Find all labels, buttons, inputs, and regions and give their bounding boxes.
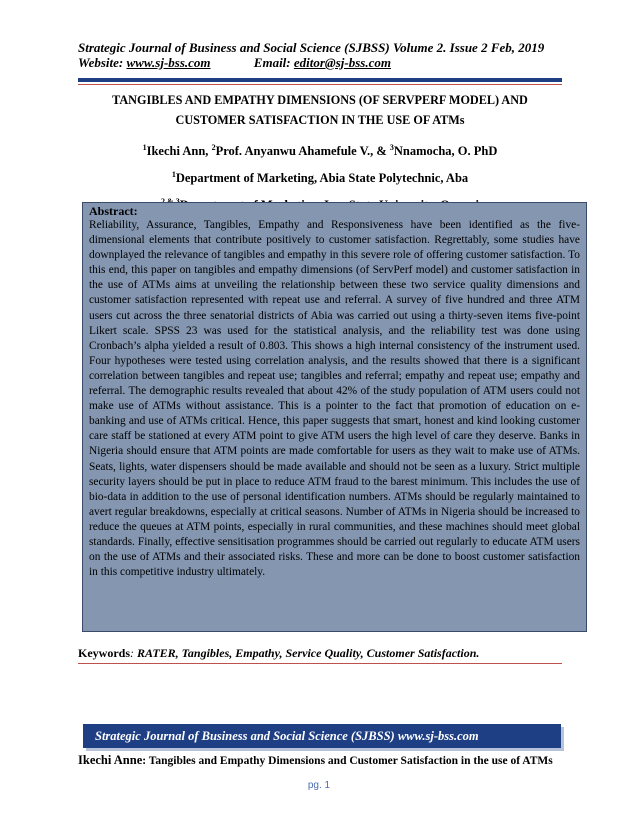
title-line-1: TANGIBLES AND EMPATHY DIMENSIONS (OF SERVPERF MODEL) AND [112,93,528,107]
website-link[interactable]: www.sj-bss.com [126,55,211,70]
author-names: $^1$Ikechi Ann, $^2$Prof. Anyanwu Ahamefule V., & $^3$Nnamocha, O. PhD [142,143,498,159]
email-label: Email: [253,55,294,70]
running-footer-author: Ikechi Anne [78,753,143,767]
keywords-label: Keywords [78,646,130,660]
header-rule-thin [78,84,562,85]
keywords-line [78,646,479,661]
affiliation-1: $^1$Department of Marketing, Abia State Polytechnic, Aba [171,170,469,186]
title-line-2: CUSTOMER SATISFACTION IN THE USE OF ATMs [175,113,465,127]
paper-title [78,90,562,130]
journal-contact [78,55,578,70]
journal-header [78,40,578,70]
header-rule-thick [78,78,562,82]
email-link[interactable]: editor@sj-bss.com [293,55,391,70]
abstract-text: Reliability, Assurance, Tangibles, Empathy and Responsiveness have been identified as the five-dimensional elements that contribute positively to customer satisfaction. Regrettably, some studies have downplayed the relevance of tangibles and empathy in this severe role of offering customer satisfaction. To this end, this paper on tangibles and empathy dimensions (of ServPerf model) and customer satisfaction in the use of ATMs aims at unveiling the relationship between these two service quality dimensions and customer satisfaction represented with repeat use and referral. A survey of five hundred and three ATM users cut across the three senatorial districts of Abia was carried out using a thirty-seven items five-point Likert scale. SPSS 23 was used for the statistical analysis, and the reliability test was done using Cronbach’s alpha yielded a result of 0.803. This shows a high internal consistency of the instrument used. Four hypotheses were tested using correlation analysis, and the results showed that there is a significant correlation between tangibles and repeat use; tangibles and referral; empathy and repeat use; empathy and referral. The demographic results revealed that about 42% of the study population of ATM users could not make use of ATMs without assistance. This is a pointer to the fact that promotion of education on e-banking and use of ATMs critical. Hence, this paper suggests that smart, honest and kind looking customer care staff be stationed at every ATM point to give ATM users the high level of care they deserve. Banks in Nigeria should ensure that ATM points are made comfortable for users as they wait to make use of ATMs. Seats, lights, water dispensers should be made available and should not be seen as a luxury. Strict multiple security layers should be put in place to reduce ATM fraud to the barest minimum. This includes the use of bio-data in addition to the use of personal identification numbers. ATMs should be regularly maintained to avert regular breakdowns, especially at critical seasons. Number of ATMs in Nigeria should be increased to reduce the queues at ATM points, especially in rural communities, and these machines should meet global standards. Finally, effective sensitisation programmes should be carried out regularly to educate ATM users on the use of ATMs and their associated risks. These and more can be done to boost customer satisfaction in this competitive industry ultimately. [89,219,580,579]
keywords-values: RATER, Tangibles, Empathy, Service Quality, Customer Satisfaction. [137,646,480,660]
running-footer-title: : Tangibles and Empathy Dimensions and Customer Satisfaction in the use of ATMs [142,755,553,767]
journal-citation: Strategic Journal of Business and Social Science (SJBSS) Volume 2. Issue 2 Feb, 2019 [78,40,545,55]
keywords-rule [78,663,562,664]
website-label: Website: [78,55,127,70]
page-number: pg. 1 [307,780,331,791]
footer-banner: Strategic Journal of Business and Social Science (SJBSS) www.sj-bss.com [83,724,561,748]
abstract-heading: Abstract: [89,204,138,218]
keywords-colon: : [130,646,137,660]
running-footer [78,753,553,768]
abstract-box [82,202,587,632]
